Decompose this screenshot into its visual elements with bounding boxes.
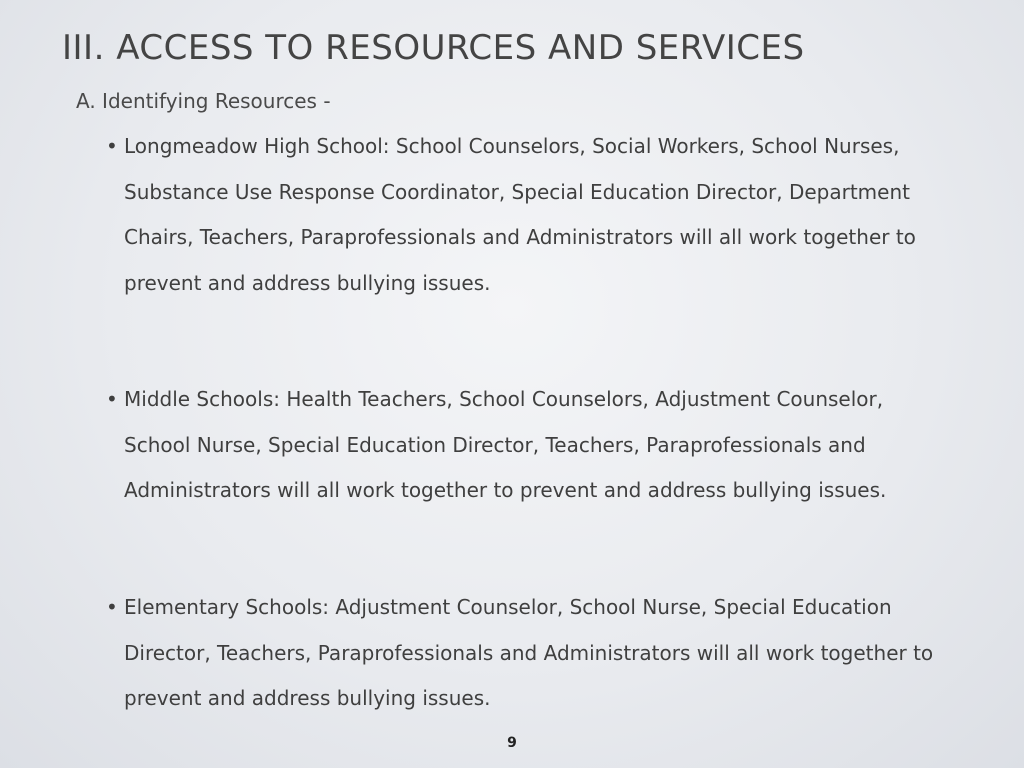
bullet-text: Elementary Schools: Adjustment Counselor, School Nurse, Special Education Director, Teachers, Paraprofessionals and Administrators will all work together to prevent and address bullying issues.	[124, 595, 934, 710]
bullet-marker: •	[106, 595, 118, 619]
bullet-item-elementary-schools	[106, 585, 936, 722]
page-number: 9	[507, 735, 517, 751]
section-subheading: A. Identifying Resources -	[76, 89, 331, 113]
bullet-marker: •	[106, 387, 118, 411]
bullet-item-middle-schools	[106, 377, 936, 514]
slide-title: III. ACCESS TO RESOURCES AND SERVICES	[62, 28, 805, 68]
bullet-text: Middle Schools: Health Teachers, School Counselors, Adjustment Counselor, School Nurse, Special Education Director, Teachers, Paraprofessionals and Administrators will all work together to prevent and address bullying issues.	[124, 387, 887, 502]
bullet-item-high-school	[106, 124, 936, 306]
bullet-marker: •	[106, 134, 118, 158]
bullet-text: Longmeadow High School: School Counselors, Social Workers, School Nurses, Substance Use Response Coordinator, Special Education Director, Department Chairs, Teachers, Paraprofessionals and Administrators will all work together to prevent and address bullying issues.	[124, 134, 916, 295]
